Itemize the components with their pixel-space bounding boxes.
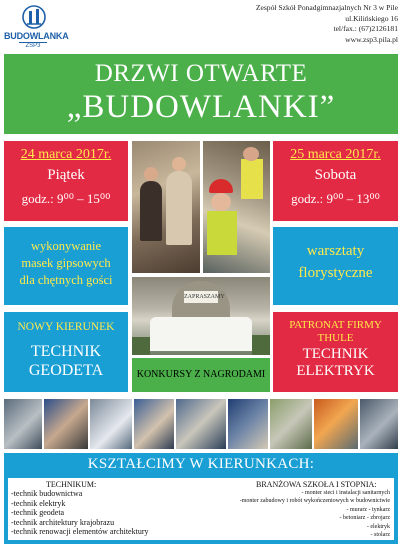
photo-sign: ZAPRASZAMY [184, 291, 218, 303]
photo-strip-8 [314, 399, 358, 449]
photo-electrician-helmet [203, 141, 270, 273]
day1-box [4, 141, 128, 221]
contests-box [132, 358, 270, 392]
list-item: -technik architektury krajobrazu [11, 517, 115, 527]
contests-text: KONKURSY Z NAGRODAMI [136, 369, 266, 380]
day2-weekday: Sobota [314, 167, 357, 183]
contact-phone: tel/fax.: (67)2126181 [333, 24, 398, 33]
list-item: -technik elektryk [11, 498, 66, 508]
branch-school-list [240, 489, 390, 539]
photo-strip-3 [90, 399, 132, 449]
programs-heading: KSZTAŁCIMY W KIERUNKACH: [87, 456, 315, 472]
workshop-box [273, 227, 398, 305]
list-item: -monter zabudowy i robót wykończeniowych w budownictwie [239, 498, 390, 505]
list-item: - betoniarz - zbrojarz [339, 515, 390, 522]
school-logo [4, 4, 69, 52]
photo-group-church [132, 277, 270, 355]
logo-emblem-icon [22, 4, 46, 30]
geodesy-title: TECHNIK GEODETA [28, 343, 104, 379]
contact-block [256, 3, 398, 45]
photo-strip-5 [176, 399, 226, 449]
photo-strip-7 [270, 399, 312, 449]
contact-school: Zespół Szkół Ponadgimnazjalnych Nr 3 w Pile [255, 3, 398, 12]
day1-date: 24 marca 2017r. [20, 147, 112, 162]
list-item: - elektryk [366, 523, 390, 530]
list-item: - murarz - tynkarz [346, 506, 390, 513]
photo-strip-2 [44, 399, 88, 449]
logo-name: BUDOWLANKA [4, 31, 69, 41]
photo-strip-4 [134, 399, 174, 449]
logo-sub: ZSP3 [19, 42, 47, 49]
workshop-text: warsztaty florystyczne [298, 243, 373, 281]
day1-hours: godz.: 9⁰⁰ – 15⁰⁰ [21, 191, 111, 206]
patron-tag: PATRONAT FIRMY THULE [289, 319, 382, 344]
branch-school-heading: BRANŻOWA SZKOŁA I STOPNIA: [256, 480, 377, 489]
photo-students-painting [132, 141, 200, 273]
contact-street: ul.Kilińskiego 16 [345, 13, 398, 23]
masks-box [4, 227, 128, 305]
list-item: -technik budownictwa [11, 489, 83, 498]
hero-banner [4, 54, 398, 134]
programs-section [4, 453, 398, 544]
day2-box [273, 141, 398, 221]
photo-strip-9 [360, 399, 398, 449]
day1-weekday: Piątek [47, 167, 85, 183]
technikum-list [11, 489, 149, 537]
hero-title: DRZWI OTWARTE [94, 60, 308, 87]
electrician-title: TECHNIK ELEKTRYK [296, 346, 375, 379]
contact-website[interactable]: www.zsp3.pila.pl [345, 34, 398, 44]
photo-strip-1 [4, 399, 42, 449]
photo-strip-6 [228, 399, 268, 449]
technikum-heading: TECHNIKUM: [46, 480, 97, 489]
list-item: -technik renowacji elementów architektury [11, 527, 149, 537]
list-item: -technik geodeta [11, 508, 65, 518]
masks-text: wykonywanie masek gipsowych dla chętnych gości [19, 239, 113, 287]
day2-date: 25 marca 2017r. [290, 147, 381, 162]
electrician-box [273, 312, 398, 392]
hero-subtitle: „BUDOWLANKI” [66, 89, 336, 125]
list-item: - monter sieci i instalacji sanitarnych [301, 490, 390, 496]
day2-hours: godz.: 9⁰⁰ – 13⁰⁰ [291, 191, 380, 206]
list-item: - stolarz [370, 532, 390, 539]
geodesy-box [4, 312, 128, 392]
geodesy-tag: NOWY KIERUNEK [17, 321, 115, 333]
programs-panel [8, 478, 394, 540]
